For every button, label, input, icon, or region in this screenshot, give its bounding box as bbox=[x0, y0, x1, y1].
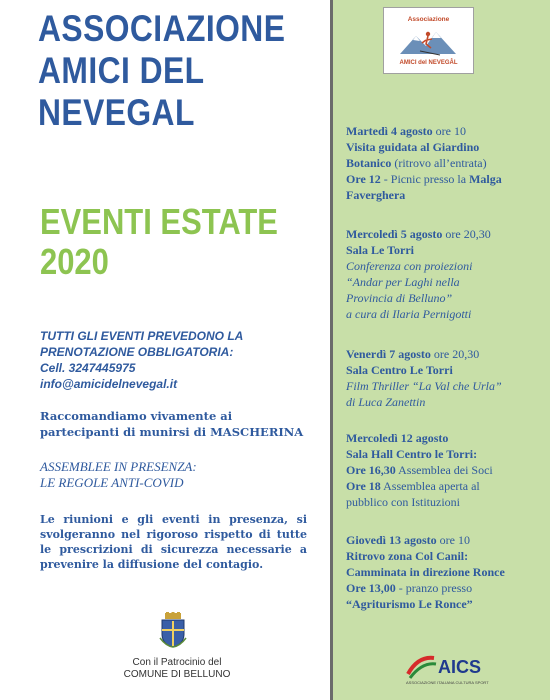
event-line: “Agriturismo Le Ronce” bbox=[346, 597, 473, 611]
title-line: ASSOCIAZIONE bbox=[38, 8, 286, 49]
event-line: - Picnic presso la bbox=[380, 172, 470, 186]
aics-logo-caption: ASSOCIAZIONE ITALIANA CULTURA SPORT bbox=[406, 680, 489, 685]
event-line: Ore 18 bbox=[346, 479, 381, 493]
event-line: Ritrovo zona Col Canil: bbox=[346, 549, 469, 563]
event-5 bbox=[346, 532, 536, 612]
event-line: a cura di Ilaria Pernigotti bbox=[346, 307, 472, 321]
event-line: Provincia di Belluno” bbox=[346, 291, 453, 305]
event-time: ore 10 bbox=[432, 124, 466, 138]
event-line: Film Thriller “La Val che Urla” bbox=[346, 379, 502, 393]
event-line: Camminata in direzione Ronce bbox=[346, 565, 505, 579]
association-logo bbox=[383, 7, 474, 74]
patronage-line: Con il Patrocinio del bbox=[132, 657, 222, 668]
event-line: di Luca Zanettin bbox=[346, 395, 426, 409]
event-line: Visita guidata al Giardino bbox=[346, 140, 480, 154]
assemblies-line: ASSEMBLEE IN PRESENZA: bbox=[40, 459, 197, 474]
aics-logo-text: AICS bbox=[438, 657, 482, 677]
logo-bottom-text: AMICI del NEVEGÂL bbox=[399, 60, 458, 66]
event-2 bbox=[346, 226, 536, 322]
event-date: Martedì 4 agosto bbox=[346, 124, 433, 138]
patronage-line: COMUNE DI BELLUNO bbox=[123, 669, 231, 680]
mask-line: partecipanti di munirsi di MASCHERINA bbox=[40, 425, 304, 439]
aics-logo-icon bbox=[404, 646, 490, 686]
event-line: Ore 13,00 bbox=[346, 581, 396, 595]
booking-notice bbox=[40, 328, 310, 392]
event-time: ore 10 bbox=[436, 533, 470, 547]
assemblies-heading bbox=[40, 459, 315, 491]
rules-paragraph: Le riunioni e gli eventi in presenza, si svolgeranno nel rigoroso rispetto di tutte le prescrizioni di sicurezza necessarie a prevenire la diffusione del contagio. bbox=[40, 513, 307, 571]
event-time: ore 20,30 bbox=[442, 227, 491, 241]
booking-line: TUTTI GLI EVENTI PREVEDONO LA bbox=[40, 329, 244, 343]
email-address: info@amicidelnevegal.it bbox=[40, 377, 178, 391]
event-date: Mercoledì 12 agosto bbox=[346, 431, 449, 445]
mountain-skier-icon bbox=[396, 26, 460, 58]
booking-line: PRENOTAZIONE OBBLIGATORIA: bbox=[40, 345, 234, 359]
event-line: Sala Hall Centro le Torri: bbox=[346, 447, 478, 461]
event-line: “Andar per Laghi nella bbox=[346, 275, 460, 289]
event-3 bbox=[346, 346, 536, 410]
event-date: Giovedì 13 agosto bbox=[346, 533, 437, 547]
title-line: NEVEGAL bbox=[38, 92, 195, 133]
event-line: Conferenza con proiezioni bbox=[346, 259, 473, 273]
event-1 bbox=[346, 123, 536, 203]
events-heading bbox=[40, 202, 278, 282]
logo-top-text: Associazione bbox=[407, 16, 450, 23]
patronage bbox=[112, 657, 242, 681]
title-line: AMICI DEL bbox=[38, 50, 205, 91]
event-line: Sala Le Torri bbox=[346, 243, 415, 257]
event-line: (ritrovo all’entrata) bbox=[391, 156, 487, 170]
phone-number: Cell. 3247445975 bbox=[40, 361, 136, 375]
belluno-crest-icon bbox=[158, 612, 188, 648]
events-heading-line: EVENTI ESTATE bbox=[40, 201, 278, 242]
assemblies-line: LE REGOLE ANTI-COVID bbox=[40, 475, 184, 490]
event-line: Botanico bbox=[346, 156, 392, 170]
event-line: Ore 16,30 bbox=[346, 463, 396, 477]
event-date: Mercoledì 5 agosto bbox=[346, 227, 443, 241]
event-line: Assemblea dei Soci bbox=[395, 463, 493, 477]
event-date: Venerdì 7 agosto bbox=[346, 347, 431, 361]
event-line: Faverghera bbox=[346, 188, 406, 202]
event-line: - pranzo presso bbox=[395, 581, 473, 595]
event-line: Malga bbox=[469, 172, 502, 186]
mask-notice bbox=[40, 408, 315, 440]
events-heading-line: 2020 bbox=[40, 241, 109, 282]
event-line: Ore 12 bbox=[346, 172, 381, 186]
event-line: Assemblea aperta al bbox=[380, 479, 480, 493]
event-line: pubblico con Istituzioni bbox=[346, 495, 460, 509]
event-line: Sala Centro Le Torri bbox=[346, 363, 453, 377]
event-time: ore 20,30 bbox=[430, 347, 480, 361]
association-title bbox=[38, 8, 285, 134]
event-4 bbox=[346, 430, 536, 510]
mask-line: Raccomandiamo vivamente ai bbox=[40, 409, 233, 423]
